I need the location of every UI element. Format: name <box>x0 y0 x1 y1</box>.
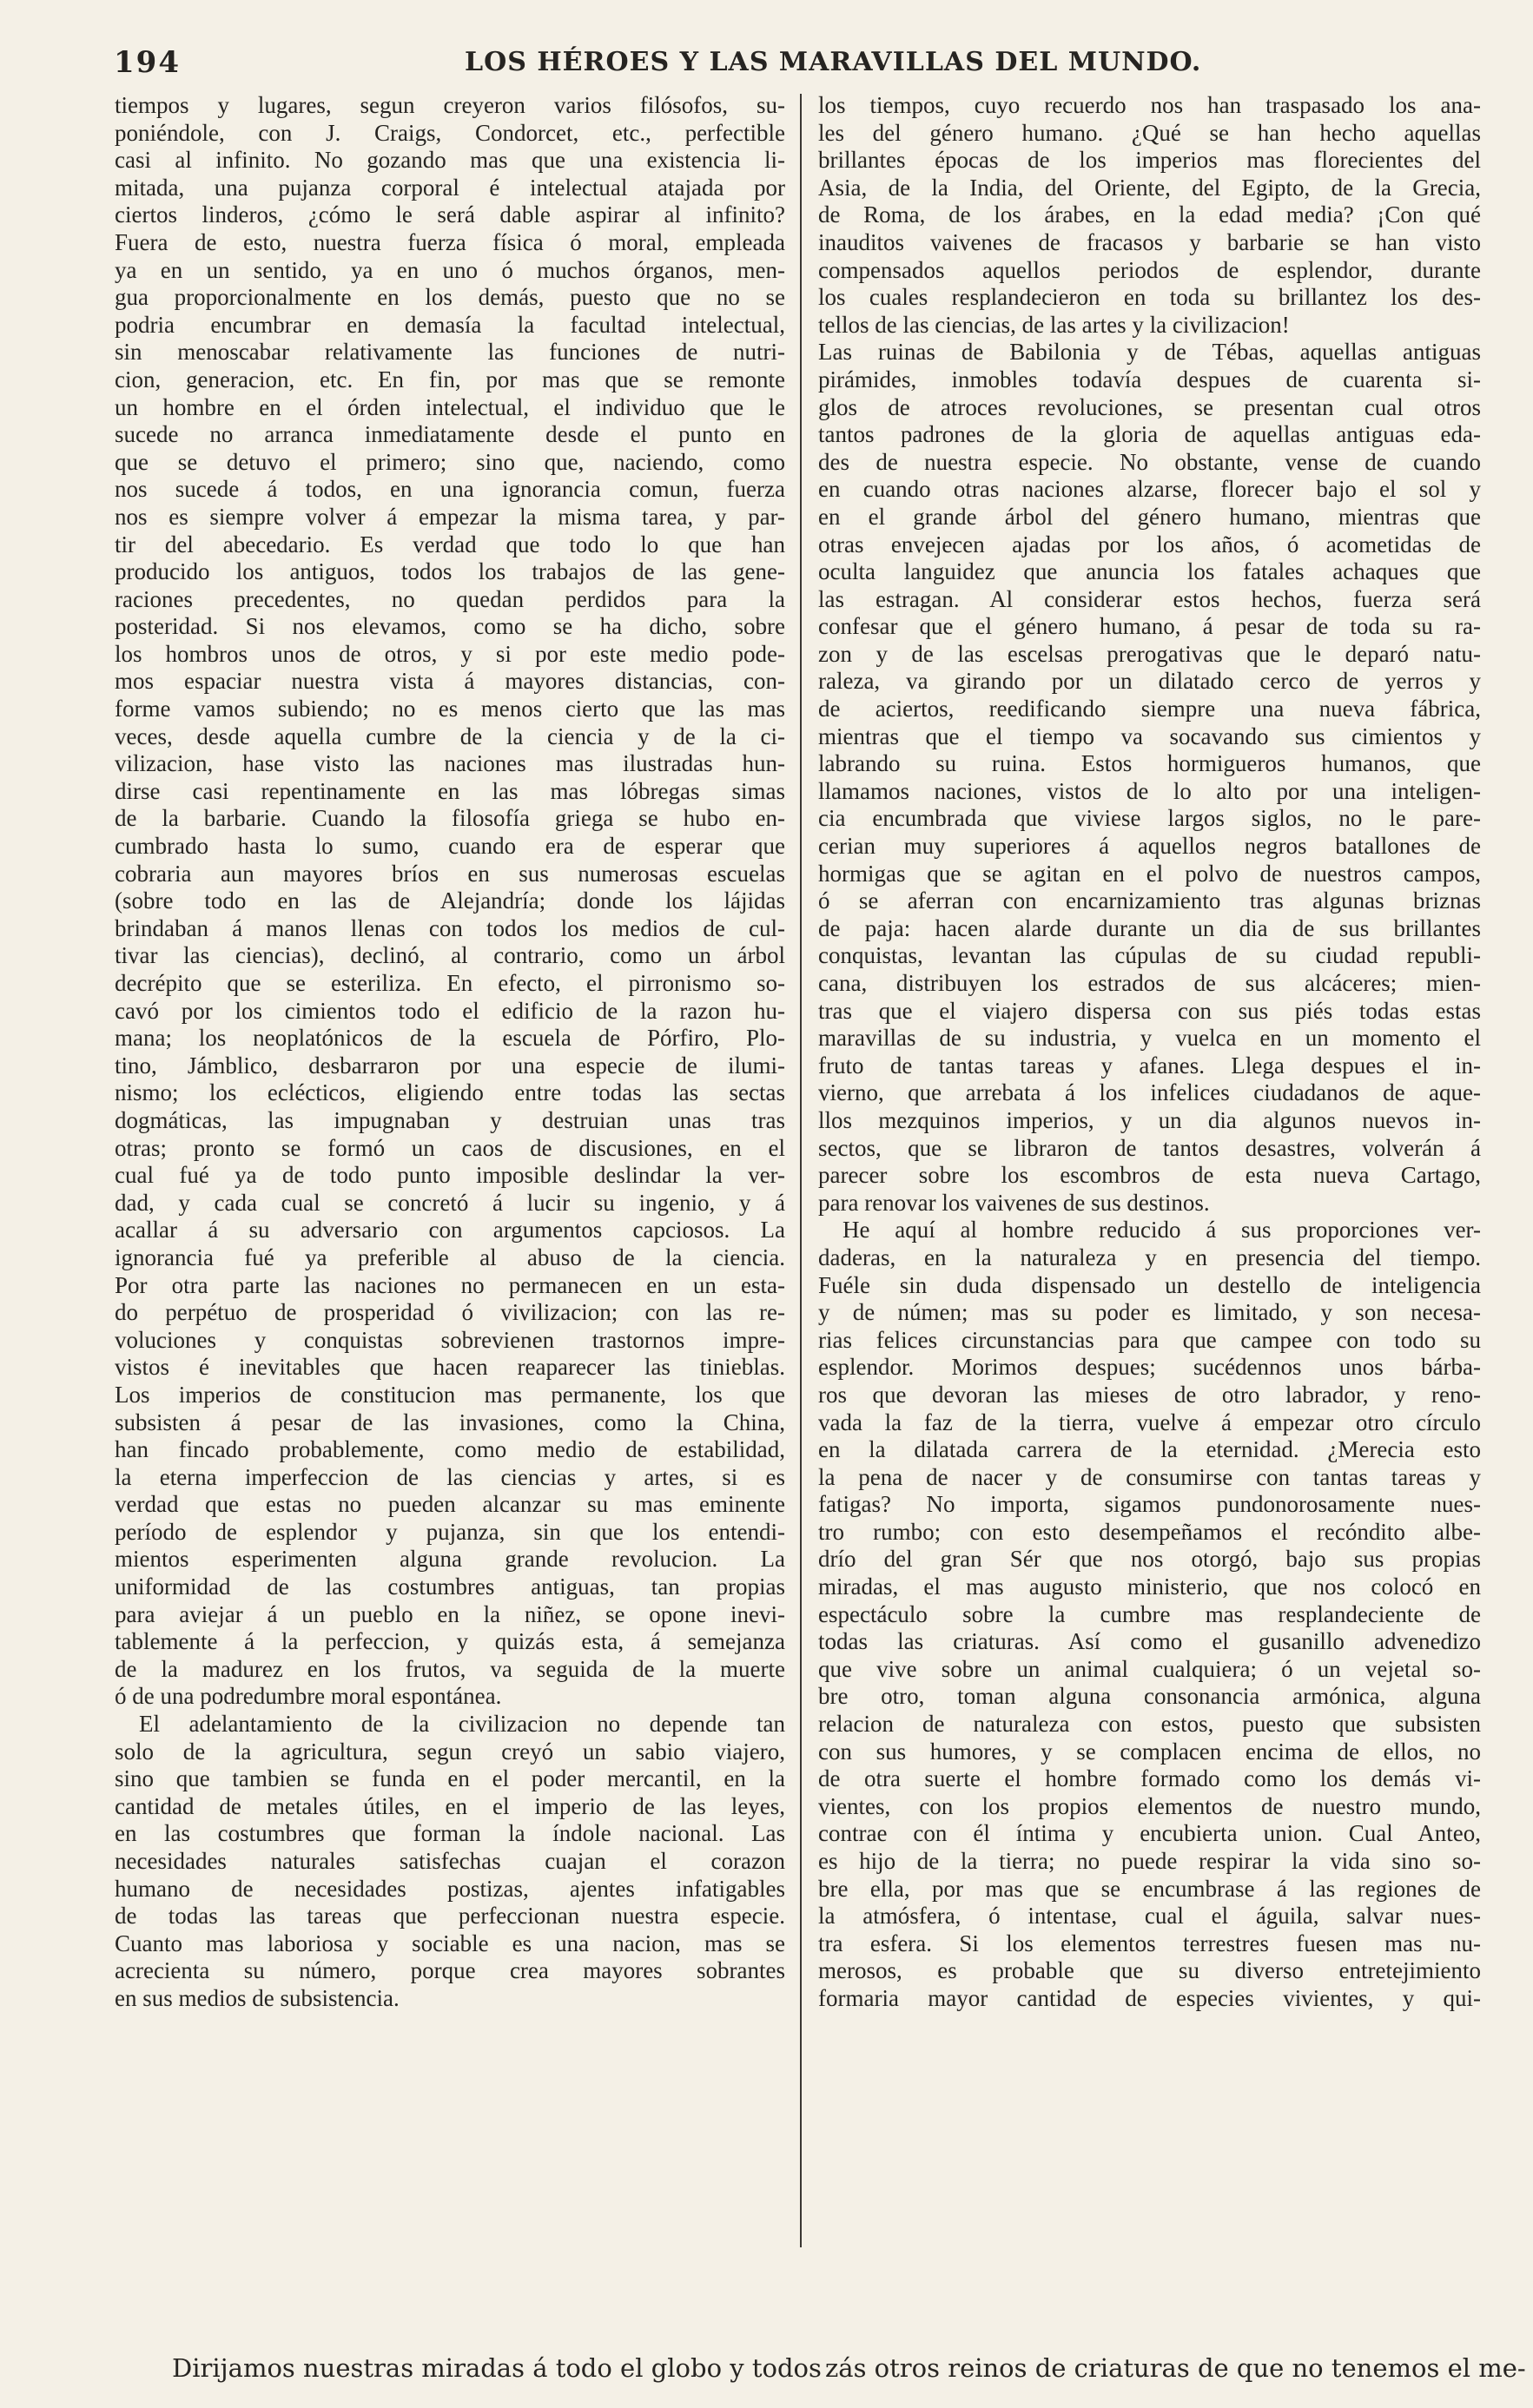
text-line: de paja: hacen alarde durante un dia de sus brillantes <box>818 914 1481 941</box>
text-line: sin menoscabar relativamente las funciones de nutri- <box>115 339 785 366</box>
text-line: vistos é inevitables que hacen reaparecer las tinieblas. <box>115 1354 785 1381</box>
text-line: bre otro, toman alguna consonancia armónica, alguna <box>818 1683 1481 1710</box>
text-line: en las costumbres que forman la índole nacional. Las <box>115 1820 785 1847</box>
text-line: humano de necesidades postizas, ajentes infatigables <box>115 1875 785 1902</box>
text-line: casi al infinito. No gozando mas que una existencia li- <box>115 147 785 174</box>
text-line: sucede no arranca inmediatamente desde el punto en <box>115 421 785 448</box>
text-line: forme vamos subiendo; no es menos cierto que las mas <box>115 696 785 722</box>
text-line: en sus medios de subsistencia. <box>115 1984 400 2011</box>
text-line: brindaban á manos llenas con todos los medios de cul- <box>115 914 785 941</box>
text-line: mos espaciar nuestra vista á mayores distancias, con- <box>115 668 785 695</box>
page-number: 194 <box>114 45 181 80</box>
text-line: drío del gran Sér que nos otorgó, bajo sus propias <box>818 1546 1481 1573</box>
text-line: merosos, es probable que su diverso entretejimiento <box>818 1957 1481 1984</box>
text-line: que vive sobre un animal cualquiera; ó un vejetal so- <box>818 1655 1481 1682</box>
text-line: confesar que el género humano, á pesar de toda su ra- <box>818 613 1481 640</box>
text-line: en cuando otras naciones alzarse, florecer bajo el sol y <box>818 476 1481 503</box>
text-line: brillantes épocas de los imperios mas florecientes del <box>818 147 1481 174</box>
text-line: cobraria aun mayores bríos en sus numerosas escuelas <box>115 860 785 887</box>
text-line: tra esfera. Si los elementos terrestres fuesen mas nu- <box>818 1930 1481 1956</box>
text-line: que se detuvo el primero; sino que, naciendo, como <box>115 448 785 475</box>
column-divider <box>800 94 802 2247</box>
text-line: ciertos linderos, ¿cómo le será dable aspirar al infinito? <box>115 201 785 228</box>
right-column-final-line: zás otros reinos de criaturas de que no tenemos el me- <box>825 2353 1526 2383</box>
text-line: los tiempos, cuyo recuerdo nos han traspasado los ana- <box>818 92 1481 118</box>
text-line: inauditos vaivenes de fracasos y barbarie se han visto <box>818 228 1481 255</box>
text-line: mientos esperimenten alguna grande revolucion. La <box>115 1546 785 1573</box>
text-line: vada la faz de la tierra, vuelve á empezar otro círculo <box>818 1409 1481 1435</box>
text-line: posteridad. Si nos elevamos, como se ha dicho, sobre <box>115 613 785 640</box>
text-line: para renovar los vaivenes de sus destinos. <box>818 1189 1210 1216</box>
text-line: otras; pronto se formó un caos de discusiones, en el <box>115 1134 785 1161</box>
text-line: dad, y cada cual se concretó á lucir su ingenio, y á <box>115 1189 785 1216</box>
text-line: en la dilatada carrera de la eternidad. ¿Merecia esto <box>818 1436 1481 1463</box>
text-line: dogmáticas, las impugnaban y destruian unas tras <box>115 1106 785 1133</box>
text-line: glos de atroces revoluciones, se presentan cual otros <box>818 393 1481 420</box>
text-line: des de nuestra especie. No obstante, vense de cuando <box>818 448 1481 475</box>
text-line: daderas, en la naturaleza y en presencia del tiempo. <box>818 1244 1481 1270</box>
left-column-final-line: Dirijamos nuestras miradas á todo el globo y todos <box>172 2353 822 2383</box>
text-line: tras que el viajero dispersa con sus piés todas estas <box>818 997 1481 1024</box>
text-line: la pena de nacer y de consumirse con tantas tareas y <box>818 1463 1481 1490</box>
text-line: mana; los neoplatónicos de la escuela de Pórfiro, Plo- <box>115 1025 785 1052</box>
text-line: podria encumbrar en demasía la facultad intelectual, <box>115 311 785 338</box>
text-line: formaria mayor cantidad de especies vivientes, y qui- <box>818 1984 1481 2011</box>
text-line: labrando su ruina. Estos hormigueros humanos, que <box>818 750 1481 777</box>
text-line: nos es siempre volver á empezar la misma tarea, y par- <box>115 503 785 530</box>
text-line: cantidad de metales útiles, en el imperio de las leyes, <box>115 1792 785 1819</box>
text-line: gua proporcionalmente en los demás, puesto que no se <box>115 284 785 311</box>
text-line: decrépito que se esteriliza. En efecto, el pirronismo so- <box>115 970 785 996</box>
text-line: hormigas que se agitan en el polvo de nuestros campos, <box>818 860 1481 887</box>
text-line: conquistas, levantan las cúpulas de su ciudad republi- <box>818 942 1481 969</box>
text-line: fruto de tantas tareas y afanes. Llega despues el in- <box>818 1052 1481 1079</box>
text-line: la eterna imperfeccion de las ciencias y artes, si es <box>115 1463 785 1490</box>
text-line: han fincado probablemente, como medio de estabilidad, <box>115 1436 785 1463</box>
text-line: maravillas de su industria, y vuelca en un momento el <box>818 1025 1481 1052</box>
text-line: rias felices circunstancias para que campee con todo su <box>818 1326 1481 1353</box>
text-line: sino que tambien se funda en el poder mercantil, en la <box>115 1765 785 1792</box>
text-line: espectáculo sobre la cumbre mas resplandeciente de <box>818 1600 1481 1627</box>
text-line: llamamos naciones, vistos de lo alto por una inteligen- <box>818 777 1481 804</box>
text-line: cana, distribuyen los estrados de sus alcáceres; mien- <box>818 970 1481 996</box>
text-line: Por otra parte las naciones no permanecen en un esta- <box>115 1271 785 1298</box>
text-line: solo de la agricultura, segun creyó un sabio viajero, <box>115 1738 785 1765</box>
right-text-column <box>818 92 1481 2013</box>
text-line: cavó por los cimientos todo el edificio de la razon hu- <box>115 997 785 1024</box>
text-line: tivar las ciencias), declinó, al contrario, como un árbol <box>115 942 785 969</box>
text-line: un hombre en el órden intelectual, el individuo que le <box>115 393 785 420</box>
text-line: de la barbarie. Cuando la filosofía griega se hubo en- <box>115 805 785 832</box>
text-line: cerian muy superiores á aquellos negros batallones de <box>818 833 1481 860</box>
text-line: dirse casi repentinamente en las mas lóbregas simas <box>115 777 785 804</box>
text-line: poniéndole, con J. Craigs, Condorcet, etc., perfectible <box>115 119 785 146</box>
text-line: necesidades naturales satisfechas cuajan el corazon <box>115 1848 785 1874</box>
text-line: contrae con él íntima y encubierta union. Cual Anteo, <box>818 1820 1481 1847</box>
text-line: oculta languidez que anuncia los fatales achaques que <box>818 558 1481 585</box>
text-line: vierno, que arrebata á los infelices ciudadanos de aque- <box>818 1079 1481 1106</box>
text-line: otras envejecen ajadas por los años, ó acometidas de <box>818 531 1481 557</box>
text-line: Los imperios de constitucion mas permanente, los que <box>115 1381 785 1408</box>
text-line: Fuéle sin duda dispensado un destello de inteligencia <box>818 1271 1481 1298</box>
text-line: para aviejar á un pueblo en la niñez, se opone inevi- <box>115 1600 785 1627</box>
text-line: zon y de las escelsas prerogativas que le deparó natu- <box>818 640 1481 667</box>
text-line: El adelantamiento de la civilizacion no depende tan <box>139 1711 785 1738</box>
text-line: tro rumbo; con esto desempeñamos el recóndito albe- <box>818 1518 1481 1545</box>
text-line: do perpétuo de prosperidad ó vivilizacion; con las re- <box>115 1299 785 1326</box>
text-line: nos sucede á todos, en una ignorancia comun, fuerza <box>115 476 785 503</box>
running-title: LOS HÉROES Y LAS MARAVILLAS DEL MUNDO. <box>465 47 1202 77</box>
text-line: de todas las tareas que perfeccionan nuestra especie. <box>115 1903 785 1930</box>
text-line: de otra suerte el hombre formado como los demás vi- <box>818 1765 1481 1792</box>
text-line: raciones precedentes, no quedan perdidos para la <box>115 585 785 612</box>
text-line: cion, generacion, etc. En fin, por mas que se remonte <box>115 366 785 393</box>
text-line: ó se aferran con encarnizamiento tras algunas briznas <box>818 887 1481 914</box>
page-header <box>114 45 1521 89</box>
text-line: ó de una podredumbre moral espontánea. <box>115 1683 502 1710</box>
text-line: mitada, una pujanza corporal é intelectual atajada por <box>115 174 785 201</box>
text-line: les del género humano. ¿Qué se han hecho aquellas <box>818 119 1481 146</box>
text-line: verdad que estas no pueden alcanzar su mas eminente <box>115 1491 785 1518</box>
text-line: Fuera de esto, nuestra fuerza física ó moral, empleada <box>115 228 785 255</box>
text-line: mientras que el tiempo va socavando sus cimientos y <box>818 722 1481 749</box>
text-line: fatigas? No importa, sigamos pundonorosamente nues- <box>818 1491 1481 1518</box>
text-line: cia encumbrada que viviese largos siglos, no le pare- <box>818 805 1481 832</box>
text-line: acallar á su adversario con argumentos capciosos. La <box>115 1217 785 1244</box>
text-line: acrecienta su número, porque crea mayores sobrantes <box>115 1957 785 1984</box>
text-line: relacion de naturaleza con estos, puesto que subsisten <box>818 1711 1481 1738</box>
text-line: en el grande árbol del género humano, mientras que <box>818 503 1481 530</box>
text-line: de aciertos, reedificando siempre una nueva fábrica, <box>818 696 1481 722</box>
text-line: vientes, con los propios elementos de nuestro mundo, <box>818 1792 1481 1819</box>
text-line: tir del abecedario. Es verdad que todo lo que han <box>115 531 785 557</box>
text-line: tablemente á la perfeccion, y quizás esta, á semejanza <box>115 1628 785 1655</box>
text-line: compensados aquellos periodos de esplendor, durante <box>818 256 1481 283</box>
text-line: tellos de las ciencias, de las artes y la civilizacion! <box>818 311 1290 338</box>
text-line: período de esplendor y pujanza, sin que los entendi- <box>115 1518 785 1545</box>
text-line: tantos padrones de la gloria de aquellas antiguas eda- <box>818 421 1481 448</box>
text-line: es hijo de la tierra; no puede respirar la vida sino so- <box>818 1848 1481 1874</box>
text-line: veces, desde aquella cumbre de la ciencia y de la ci- <box>115 722 785 749</box>
text-line: tiempos y lugares, segun creyeron varios filósofos, su- <box>115 92 785 118</box>
text-line: ignorancia fué ya preferible al abuso de la ciencia. <box>115 1244 785 1270</box>
text-line: tino, Jámblico, desbarraron por una especie de ilumi- <box>115 1052 785 1079</box>
text-line: todas las criaturas. Así como el gusanillo advenedizo <box>818 1628 1481 1655</box>
text-line: llos mezquinos imperios, y un dia algunos nuevos in- <box>818 1106 1481 1133</box>
text-line: ros que devoran las mieses de otro labrador, y reno- <box>818 1381 1481 1408</box>
text-line: la atmósfera, ó intentase, cual el águila, salvar nues- <box>818 1903 1481 1930</box>
text-line: Las ruinas de Babilonia y de Tébas, aquellas antiguas <box>818 339 1481 366</box>
text-line: nismo; los eclécticos, eligiendo entre todas las sectas <box>115 1079 785 1106</box>
text-line: subsisten á pesar de las invasiones, como la China, <box>115 1409 785 1435</box>
text-line: miradas, el mas augusto ministerio, que nos colocó en <box>818 1573 1481 1600</box>
text-line: ya en un sentido, ya en uno ó muchos órganos, men- <box>115 256 785 283</box>
text-line: Asia, de la India, del Oriente, del Egipto, de la Grecia, <box>818 174 1481 201</box>
text-line: raleza, va girando por un dilatado cerco de yerros y <box>818 668 1481 695</box>
text-line: He aquí al hombre reducido á sus proporciones ver- <box>842 1217 1481 1244</box>
text-line: esplendor. Morimos despues; sucédennos unos bárba- <box>818 1354 1481 1381</box>
text-line: bre ella, por mas que se encumbrase á las regiones de <box>818 1875 1481 1902</box>
text-line: (sobre todo en las de Alejandría; donde los lájidas <box>115 887 785 914</box>
text-line: producido los antiguos, todos los trabajos de las gene- <box>115 558 785 585</box>
text-line: Cuanto mas laboriosa y sociable es una nacion, mas se <box>115 1930 785 1956</box>
text-line: cumbrado hasta lo sumo, cuando era de esperar que <box>115 833 785 860</box>
text-line: de Roma, de los árabes, en la edad media? ¡Con qué <box>818 201 1481 228</box>
left-text-column <box>115 92 785 2013</box>
text-line: vilizacion, hase visto las naciones mas ilustradas hun- <box>115 750 785 777</box>
text-line: cual fué ya de todo punto imposible deslindar la ver- <box>115 1162 785 1189</box>
text-line: de la madurez en los frutos, va seguida de la muerte <box>115 1655 785 1682</box>
text-line: sectos, que se libraron de tantos desastres, volverán á <box>818 1134 1481 1161</box>
text-line: parecer sobre los escombros de esta nueva Cartago, <box>818 1162 1481 1189</box>
text-line: voluciones y conquistas sobrevienen trastornos impre- <box>115 1326 785 1353</box>
text-line: pirámides, inmobles todavía despues de cuarenta si- <box>818 366 1481 393</box>
text-line: y de númen; mas su poder es limitado, y son necesa- <box>818 1299 1481 1326</box>
text-line: las estragan. Al considerar estos hechos, fuerza será <box>818 585 1481 612</box>
text-line: los cuales resplandecieron en toda su brillantez los des- <box>818 284 1481 311</box>
text-line: uniformidad de las costumbres antiguas, tan propias <box>115 1573 785 1600</box>
text-line: con sus humores, y se complacen encima de ellos, no <box>818 1738 1481 1765</box>
text-line: los hombros unos de otros, y si por este medio pode- <box>115 640 785 667</box>
